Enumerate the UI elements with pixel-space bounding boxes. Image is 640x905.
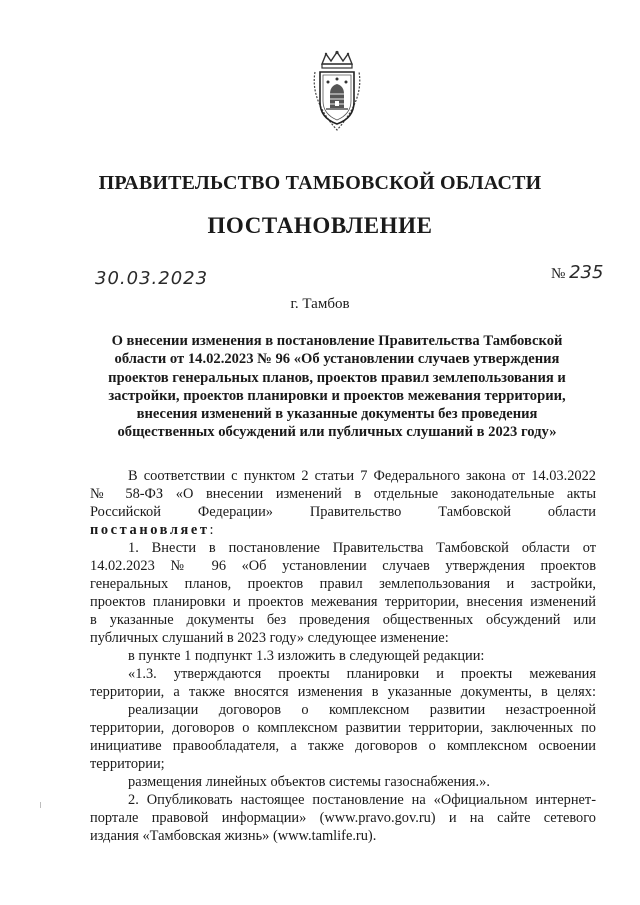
body-line: территории; bbox=[90, 756, 165, 772]
subject-line: области от 14.02.2023 № 96 «Об установлении случаев утверждения bbox=[114, 351, 560, 368]
handwritten-date: 30.03.2023 bbox=[95, 268, 209, 289]
subject-line: застройки, проектов планировки и проектов межевания территории, bbox=[108, 387, 566, 404]
subject-line: проектов генеральных планов, проектов правил землепользования и bbox=[108, 369, 566, 386]
number-sign: № bbox=[551, 266, 566, 282]
decree-word: постановляет bbox=[90, 522, 210, 538]
body-line: Российской Федерации» Правительство Тамбовской области bbox=[90, 504, 596, 520]
body-line: территории, договоров о комплексном развитии территории, заключенных по bbox=[90, 720, 596, 736]
body-line: территории, а также вносятся изменения в указанные документы, в целях: bbox=[90, 684, 596, 700]
margin-mark bbox=[40, 802, 41, 808]
body-line: издания «Тамбовская жизнь» (www.tamlife.ru). bbox=[90, 828, 377, 844]
city-line: г. Тамбов bbox=[290, 296, 350, 312]
body-line: 14.02.2023 № 96 «Об установлении случаев утверждения проектов bbox=[90, 558, 596, 574]
body-line: «1.3. утверждаются проекты планировки и проекты межевания bbox=[128, 666, 596, 682]
body-line: публичных слушаний в 2023 году» следующее изменение: bbox=[90, 630, 449, 646]
subject-line: О внесении изменения в постановление Правительства Тамбовской bbox=[111, 333, 563, 349]
coat-of-arms-icon bbox=[308, 50, 366, 132]
body-line: проектов планировки и проектов межевания территории, внесения изменений bbox=[90, 594, 596, 610]
document-body bbox=[90, 467, 596, 845]
document-number bbox=[551, 262, 603, 283]
body-line: 2. Опубликовать настоящее постановление на «Официальном интернет- bbox=[128, 792, 596, 808]
government-title: ПРАВИТЕЛЬСТВО ТАМБОВСКОЙ ОБЛАСТИ bbox=[98, 172, 542, 194]
handwritten-number: 235 bbox=[569, 262, 604, 283]
body-line: В соответствии с пунктом 2 статьи 7 Федерального закона от 14.03.2022 bbox=[128, 468, 596, 484]
subject-line: внесения изменений в указанные документы без проведения bbox=[136, 406, 538, 423]
document-subject bbox=[95, 332, 579, 442]
subject-line: общественных обсуждений или публичных слушаний в 2023 году» bbox=[117, 424, 557, 441]
body-line: портале правовой информации» (www.pravo.gov.ru) и на сайте сетевого bbox=[90, 810, 596, 826]
body-line: в пункте 1 подпункт 1.3 изложить в следующей редакции: bbox=[128, 648, 485, 664]
body-line: 1. Внести в постановление Правительства Тамбовской области от bbox=[128, 540, 596, 556]
body-line: № 58-ФЗ «О внесении изменений в отдельные законодательные акты bbox=[90, 486, 596, 502]
body-line: инициативе правообладателя, а также договоров о комплексном освоении bbox=[90, 738, 596, 754]
document-type-title: ПОСТАНОВЛЕНИЕ bbox=[207, 213, 433, 238]
body-line: реализации договоров о комплексном развитии незастроенной bbox=[128, 702, 596, 718]
decree-line bbox=[90, 521, 596, 539]
body-line: генеральных планов, проектов правил землепользования и застройки, bbox=[90, 576, 596, 592]
body-line: размещения линейных объектов системы газоснабжения.». bbox=[128, 774, 490, 790]
body-line: в указанные документы без проведения общественных обсуждений или bbox=[90, 612, 596, 628]
decree-colon: : bbox=[209, 522, 214, 538]
